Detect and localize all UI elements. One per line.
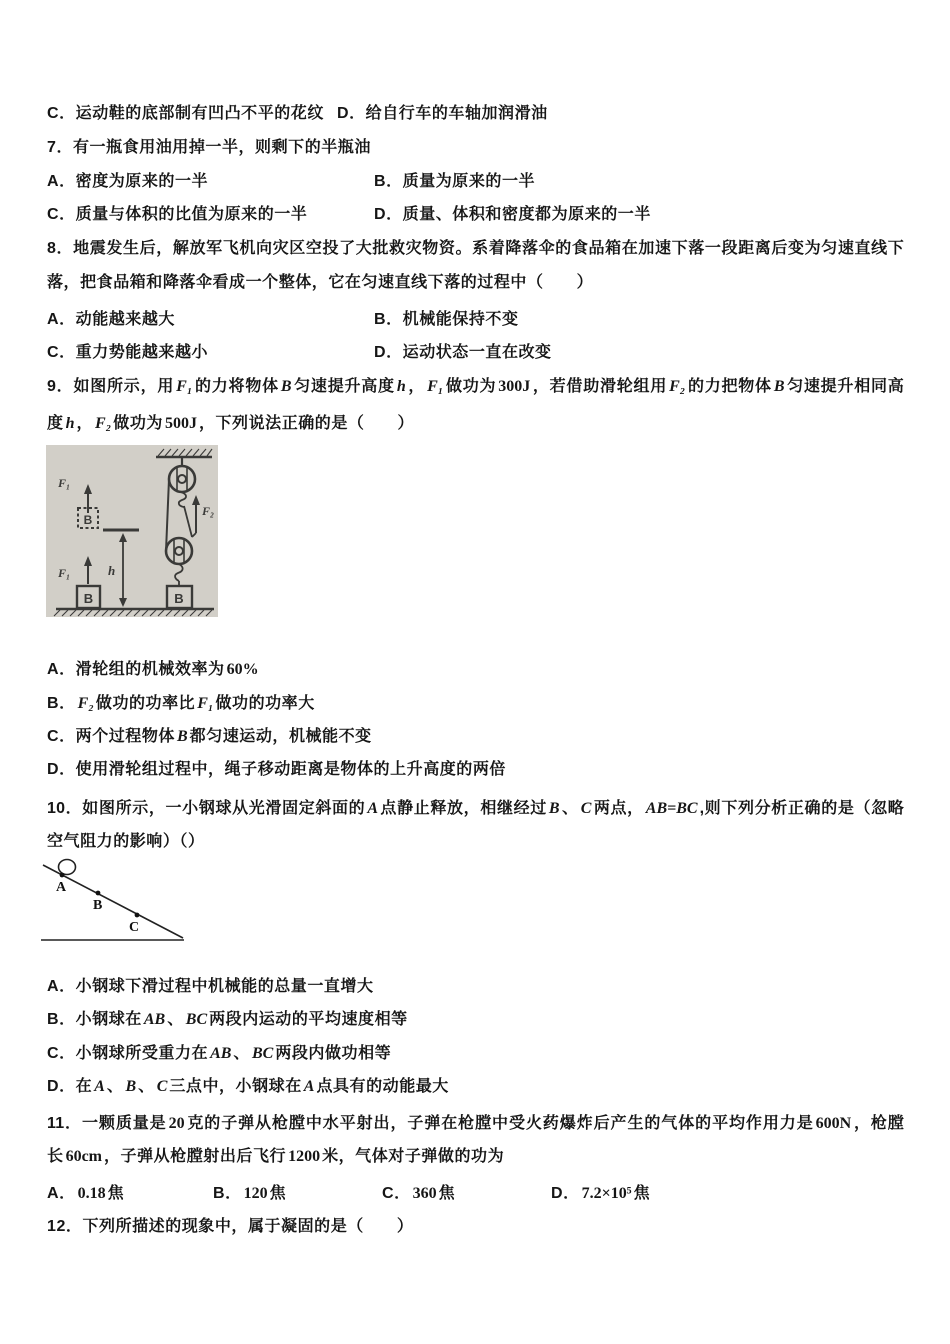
ball-icon (59, 860, 76, 875)
point-c-label: C (129, 920, 140, 935)
q11-option-b: B． 120 焦 (213, 1185, 287, 1202)
f1-bottom-label: F₁ (58, 566, 71, 580)
q10-text-line1: 10．如图所示，一小钢球从光滑固定斜面的 A 点静止释放，相继经过 B 、 C 两点， AB=BC ,则下列分析正确的是（忽略 (47, 800, 904, 817)
q10-option-b: B．小钢球在 AB 、 BC 两段内运动的平均速度相等 (47, 1011, 408, 1028)
q9-option-b: B． F₂ 做功的功率比 F₁ 做功的功率大 (47, 695, 315, 712)
q10-text-line2: 空气阻力的影响）（） (47, 833, 205, 850)
incline-figure (38, 858, 188, 948)
box-b-right-label: B (174, 591, 184, 606)
q11-option-d: D． 7.2×10⁵ 焦 (551, 1185, 651, 1202)
point-a-dot (60, 873, 65, 878)
q9-option-c: C．两个过程物体 B 都匀速运动，机械能不变 (47, 728, 372, 745)
point-a-label: A (56, 880, 67, 895)
q7-option-d: D．质量、体积和密度都为原来的一半 (374, 206, 651, 223)
point-b-dot (96, 891, 101, 896)
q7-option-c: C．质量与体积的比值为原来的一半 (47, 206, 308, 223)
q9-text-line1: 9．如图所示，用 F₁ 的力将物体 B 匀速提升高度 h ， F₁ 做功为 300J ，若借助滑轮组用 F₂ 的力把物体 B 匀速提升相同高 (47, 378, 904, 395)
q8-text-line1: 8．地震发生后，解放军飞机向灾区空投了大批救灾物资。系着降落伞的食品箱在加速下落一段距离后变为匀速直线下 (47, 240, 904, 257)
q11-text-line2: 长 60cm ，子弹从枪膛射出后飞行 1200 米，气体对子弹做的功为 (47, 1148, 505, 1165)
pulley-figure (46, 445, 218, 617)
incline-figure-svg (38, 858, 188, 948)
h-label: h (108, 563, 116, 578)
q8-option-d: D．运动状态一直在改变 (374, 344, 552, 361)
point-c-dot (135, 913, 140, 918)
dashed-box-b-label: B (83, 513, 93, 527)
q6-option-d: D．给自行车的车轴加润滑油 (337, 105, 548, 122)
box-b-left-label: B (83, 591, 94, 606)
q6-option-c: C．运动鞋的底部制有凹凸不平的花纹 (47, 105, 324, 122)
q8-option-c: C．重力势能越来越小 (47, 344, 209, 361)
q10-option-a: A．小钢球下滑过程中机械能的总量一直增大 (47, 978, 374, 995)
f1-top-label: F₁ (58, 476, 71, 490)
q7-text: 7．有一瓶食用油用掉一半，则剩下的半瓶油 (47, 139, 371, 156)
q9-option-a: A．滑轮组的机械效率为 60% (47, 661, 259, 678)
q10-option-d: D．在 A 、 B 、 C 三点中，小钢球在 A 点具有的动能最大 (47, 1078, 449, 1095)
q7-option-b: B．质量为原来的一半 (374, 173, 536, 190)
point-b-label: B (93, 898, 103, 913)
f2-label: F₂ (202, 504, 215, 518)
q8-text-line2: 落，把食品箱和降落伞看成一个整体，它在匀速直线下落的过程中（ ） (47, 274, 594, 291)
q10-option-c: C．小钢球所受重力在 AB 、 BC 两段内做功相等 (47, 1045, 392, 1062)
pulley-figure-svg (46, 445, 218, 617)
q11-option-c: C． 360 焦 (382, 1185, 456, 1202)
q8-option-a: A．动能越来越大 (47, 311, 175, 328)
q12-text: 12．下列所描述的现象中，属于凝固的是（ ） (47, 1218, 414, 1235)
q8-option-b: B．机械能保持不变 (374, 311, 519, 328)
q9-option-d: D．使用滑轮组过程中，绳子移动距离是物体的上升高度的两倍 (47, 761, 506, 778)
q11-text-line1: 11．一颗质量是 20 克的子弹从枪膛中水平射出，子弹在枪膛中受火药爆炸后产生的气体的平均作用力是 600N ，枪膛 (47, 1115, 905, 1132)
q7-option-a: A．密度为原来的一半 (47, 173, 209, 190)
q9-text-line2: 度 h ， F₂ 做功为 500J ，下列说法正确的是（ ） (47, 415, 415, 432)
q11-option-a: A． 0.18 焦 (47, 1185, 125, 1202)
